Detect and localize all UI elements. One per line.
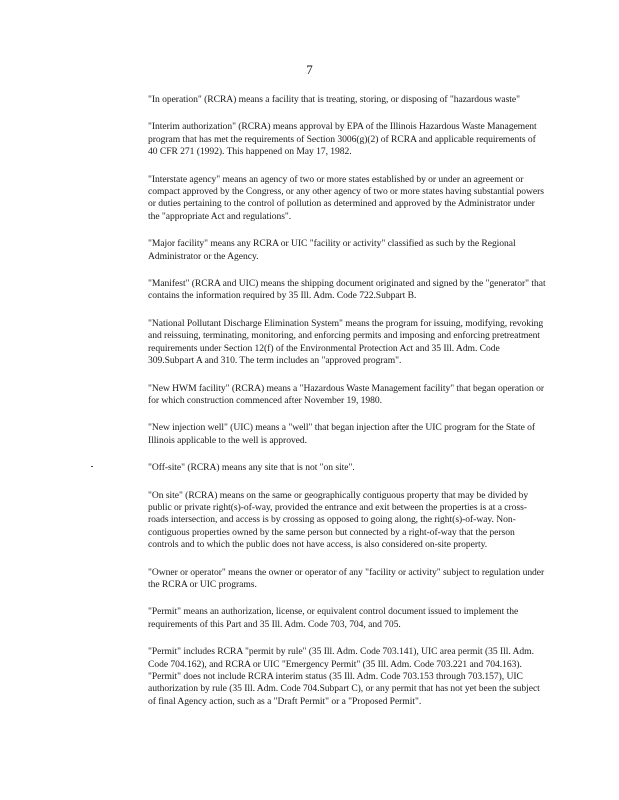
definition-interstate-agency: "Interstate agency" means an agency of two or more states established by or under an agreement or compact approved by the Congress, or any other agency of two or more states having substantial powers or duties pertaining to the control of pollution as determined and approved by the Administrator under the "appropriate Act and regulations". (148, 173, 544, 222)
definition-new-injection-well: "New injection well" (UIC) means a "well" that began injection after the UIC program for the State of Illinois applicable to the well is approved. (148, 422, 536, 446)
definition-new-hwm-facility: "New HWM facility" (RCRA) means a "Hazardous Waste Management facility" that began operation or for which construction commenced after November 19, 1980. (148, 382, 544, 406)
margin-mark (91, 466, 93, 467)
definition-owner-or-operator: "Owner or operator" means the owner or operator of any "facility or activity" subject to regulation under the RCRA or UIC programs. (148, 566, 545, 590)
definition-on-site: "On site" (RCRA) means on the same or geographically contiguous property that may be divided by public or private right(s)-of-way, provided the entrance and exit between the properties is at a cross-roads intersection, and access is by crossing as opposed to going along, the right(s)-of-way. Non-contiguous properties owned by the same person but connected by a right-of-way that the person controls and to which the public does not have access, is also considered on-site property. (148, 489, 529, 551)
page-number: 7 (306, 62, 313, 77)
definition-interim-authorization: "Interim authorization" (RCRA) means approval by EPA of the Illinois Hazardous Waste Management program that has met the requirements of Section 3006(g)(2) of RCRA and applicable requirements of 40 CFR 271 (1992). This happened on May 17, 1982. (148, 121, 537, 158)
definitions-body (148, 94, 546, 723)
definition-permit: "Permit" means an authorization, license, or equivalent control document issued to implement the requirements of this Part and 35 Ill. Adm. Code 703, 704, and 705. (148, 606, 519, 630)
definition-major-facility: "Major facility" means any RCRA or UIC "facility or activity" classified as such by the Regional Administrator or the Agency. (148, 238, 516, 262)
definition-npdes: "National Pollutant Discharge Elimination System" means the program for issuing, modifying, revoking and reissuing, terminating, monitoring, and enforcing permits and imposing and enforcing pretreatment requirements under Section 12(f) of the Environmental Protection Act and 35 Ill. Adm. Code 309.Subpart A and 310. The term includes an "approved program". (148, 317, 544, 367)
definition-permit-includes: "Permit" includes RCRA "permit by rule" (35 Ill. Adm. Code 703.141), UIC area permit (35 Ill. Adm. Code 704.162), and RCRA or UIC "Emergency Permit" (35 Ill. Adm. Code 703.221 and 704.163). "Permit" does not include RCRA interim status (35 Ill. Adm. Code 703.153 through 703.157), UIC authorization by rule (35 Ill. Adm. Code 704.Subpart C), or any permit that has not yet been the subject of final Agency action, such as a "Draft Permit" or a "Proposed Permit". (148, 646, 540, 707)
definition-in-operation: "In operation" (RCRA) means a facility that is treating, storing, or disposing of "hazardous waste" (148, 94, 520, 105)
definition-manifest: "Manifest" (RCRA and UIC) means the shipping document originated and signed by the "generator" that contains the information required by 35 Ill. Adm. Code 722.Subpart B. (148, 278, 546, 302)
definition-off-site: "Off-site" (RCRA) means any site that is not "on site". (148, 462, 355, 474)
